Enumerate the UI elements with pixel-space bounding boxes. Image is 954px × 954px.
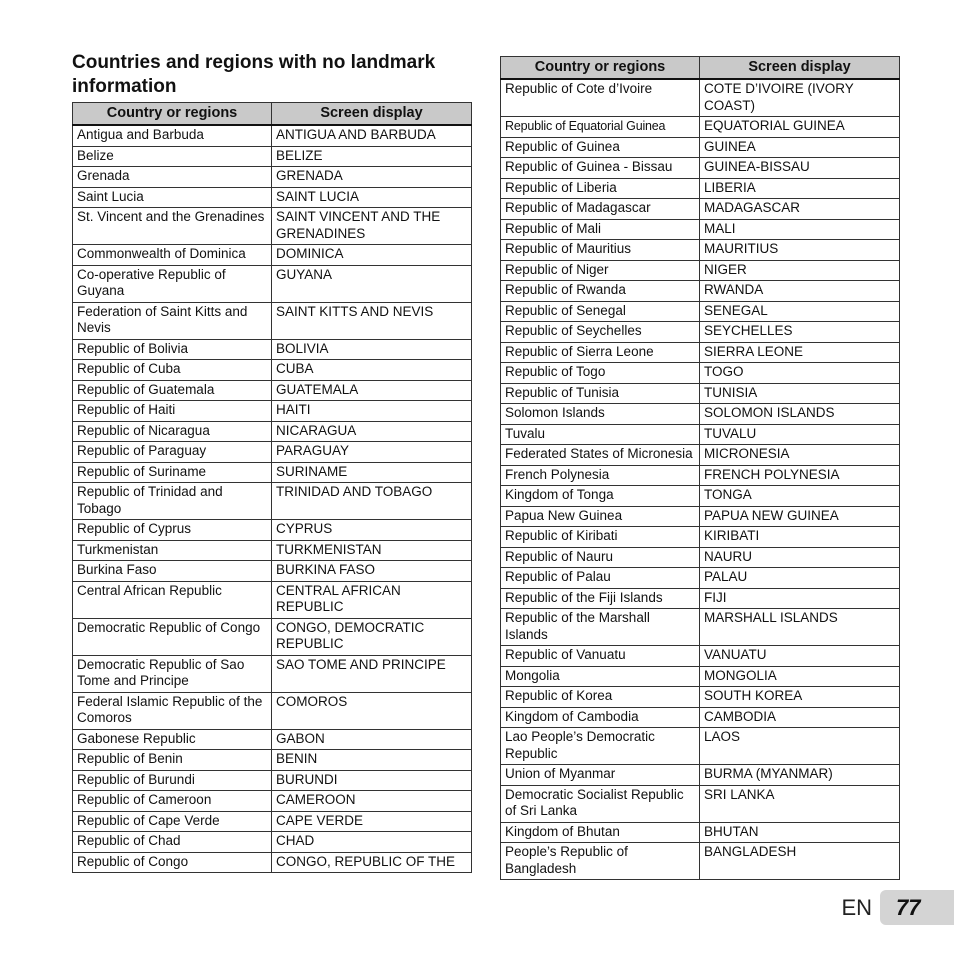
table-row	[501, 363, 900, 384]
country-cell: Solomon Islands	[501, 404, 700, 425]
country-cell: Republic of Trinidad and Tobago	[73, 483, 272, 520]
table-row	[73, 208, 472, 245]
country-cell: Turkmenistan	[73, 540, 272, 561]
country-cell: Federation of Saint Kitts and Nevis	[73, 302, 272, 339]
table-row	[501, 219, 900, 240]
table-row	[73, 520, 472, 541]
table-row	[73, 791, 472, 812]
table-row	[501, 486, 900, 507]
section-heading: Countries and regions with no landmark information	[72, 52, 436, 97]
display-cell: GUATEMALA	[272, 380, 472, 401]
display-cell: FRENCH POLYNESIA	[700, 465, 900, 486]
country-cell: Republic of Paraguay	[73, 442, 272, 463]
country-column-header: Country or regions	[73, 103, 272, 126]
display-cell: MICRONESIA	[700, 445, 900, 466]
country-cell: Republic of the Fiji Islands	[501, 588, 700, 609]
display-cell: CAPE VERDE	[272, 811, 472, 832]
page-number: 77	[880, 890, 954, 925]
country-cell: Belize	[73, 146, 272, 167]
table-row	[73, 187, 472, 208]
country-cell: St. Vincent and the Grenadines	[73, 208, 272, 245]
display-cell: CONGO, REPUBLIC OF THE	[272, 852, 472, 873]
table-row	[501, 765, 900, 786]
display-cell: CYPRUS	[272, 520, 472, 541]
display-cell: CUBA	[272, 360, 472, 381]
country-cell: Republic of Burundi	[73, 770, 272, 791]
country-cell: Republic of Guinea - Bissau	[501, 158, 700, 179]
display-cell: BHUTAN	[700, 822, 900, 843]
table-row	[501, 506, 900, 527]
table-row	[73, 421, 472, 442]
country-cell: Union of Myanmar	[501, 765, 700, 786]
table-row	[73, 462, 472, 483]
table-row	[501, 117, 900, 138]
country-cell: Republic of Nicaragua	[73, 421, 272, 442]
table-row	[501, 785, 900, 822]
display-cell: EQUATORIAL GUINEA	[700, 117, 900, 138]
table-row	[501, 199, 900, 220]
display-cell: GRENADA	[272, 167, 472, 188]
display-cell: SAO TOME AND PRINCIPE	[272, 655, 472, 692]
country-cell: Republic of Rwanda	[501, 281, 700, 302]
table-row	[73, 442, 472, 463]
table-row	[501, 137, 900, 158]
country-cell: Republic of Mali	[501, 219, 700, 240]
country-cell: Republic of Cameroon	[73, 791, 272, 812]
display-cell: TRINIDAD AND TOBAGO	[272, 483, 472, 520]
display-cell: PALAU	[700, 568, 900, 589]
country-cell: Republic of Cape Verde	[73, 811, 272, 832]
table-row	[501, 383, 900, 404]
display-cell: GUINEA-BISSAU	[700, 158, 900, 179]
country-cell: Republic of Guatemala	[73, 380, 272, 401]
display-cell: TUVALU	[700, 424, 900, 445]
table-row	[73, 561, 472, 582]
country-cell: Republic of Togo	[501, 363, 700, 384]
display-cell: BURKINA FASO	[272, 561, 472, 582]
table-row	[73, 245, 472, 266]
table-row	[73, 125, 472, 146]
country-cell: Republic of Vanuatu	[501, 646, 700, 667]
country-cell: Republic of Kiribati	[501, 527, 700, 548]
display-cell: BANGLADESH	[700, 843, 900, 880]
display-cell: SEYCHELLES	[700, 322, 900, 343]
table-row	[73, 832, 472, 853]
country-cell: Federal Islamic Republic of the Comoros	[73, 692, 272, 729]
table-row	[73, 401, 472, 422]
country-cell: Kingdom of Tonga	[501, 486, 700, 507]
country-cell: Republic of Congo	[73, 852, 272, 873]
country-cell: Republic of Benin	[73, 750, 272, 771]
country-cell: Gabonese Republic	[73, 729, 272, 750]
table-row	[73, 618, 472, 655]
table-row	[501, 728, 900, 765]
country-cell: Burkina Faso	[73, 561, 272, 582]
table-row	[501, 260, 900, 281]
table-row	[501, 609, 900, 646]
display-cell: SIERRA LEONE	[700, 342, 900, 363]
country-cell: Republic of Tunisia	[501, 383, 700, 404]
display-cell: GUYANA	[272, 265, 472, 302]
countries-table-right	[500, 56, 900, 880]
table-row	[501, 178, 900, 199]
table-row	[501, 424, 900, 445]
country-cell: Kingdom of Cambodia	[501, 707, 700, 728]
table-row	[73, 339, 472, 360]
country-cell: Federated States of Micronesia	[501, 445, 700, 466]
display-cell: CAMBODIA	[700, 707, 900, 728]
table-row	[501, 79, 900, 117]
table-row	[501, 843, 900, 880]
country-cell: Republic of Niger	[501, 260, 700, 281]
table-row	[73, 380, 472, 401]
country-cell: Republic of Bolivia	[73, 339, 272, 360]
table-row	[501, 822, 900, 843]
country-cell: Republic of Korea	[501, 687, 700, 708]
country-cell: Commonwealth of Dominica	[73, 245, 272, 266]
country-cell: Republic of Cuba	[73, 360, 272, 381]
display-cell: SRI LANKA	[700, 785, 900, 822]
display-column-header: Screen display	[272, 103, 472, 126]
table-row	[73, 483, 472, 520]
country-cell: Republic of Haiti	[73, 401, 272, 422]
country-cell: Democratic Socialist Republic of Sri Lanka	[501, 785, 700, 822]
table-row	[501, 465, 900, 486]
display-cell: NICARAGUA	[272, 421, 472, 442]
country-cell: Saint Lucia	[73, 187, 272, 208]
display-cell: BURMA (MYANMAR)	[700, 765, 900, 786]
table-row	[501, 666, 900, 687]
table-header-row	[501, 57, 900, 80]
display-cell: TONGA	[700, 486, 900, 507]
table-row	[501, 301, 900, 322]
table-row	[501, 707, 900, 728]
table-row	[73, 581, 472, 618]
table-row	[73, 811, 472, 832]
table-row	[73, 655, 472, 692]
display-cell: VANUATU	[700, 646, 900, 667]
table-row	[73, 692, 472, 729]
table-row	[73, 360, 472, 381]
display-cell: BENIN	[272, 750, 472, 771]
display-cell: SOUTH KOREA	[700, 687, 900, 708]
country-cell: Republic of Chad	[73, 832, 272, 853]
countries-table-left	[72, 102, 472, 873]
country-cell: Republic of Mauritius	[501, 240, 700, 261]
table-row	[73, 302, 472, 339]
table-row	[501, 322, 900, 343]
country-cell: Antigua and Barbuda	[73, 125, 272, 146]
table-row	[501, 281, 900, 302]
display-cell: MAURITIUS	[700, 240, 900, 261]
country-cell: Republic of the Marshall Islands	[501, 609, 700, 646]
table-row	[73, 540, 472, 561]
display-cell: SOLOMON ISLANDS	[700, 404, 900, 425]
country-cell: Republic of Suriname	[73, 462, 272, 483]
display-cell: NAURU	[700, 547, 900, 568]
display-cell: DOMINICA	[272, 245, 472, 266]
table-row	[501, 158, 900, 179]
display-cell: PARAGUAY	[272, 442, 472, 463]
display-cell: TOGO	[700, 363, 900, 384]
display-cell: HAITI	[272, 401, 472, 422]
display-cell: MONGOLIA	[700, 666, 900, 687]
page-footer	[841, 890, 954, 925]
display-cell: TURKMENISTAN	[272, 540, 472, 561]
display-cell: RWANDA	[700, 281, 900, 302]
display-cell: LIBERIA	[700, 178, 900, 199]
display-cell: GABON	[272, 729, 472, 750]
display-cell: ANTIGUA AND BARBUDA	[272, 125, 472, 146]
country-cell: Tuvalu	[501, 424, 700, 445]
table-header-row	[73, 103, 472, 126]
display-cell: KIRIBATI	[700, 527, 900, 548]
display-column-header: Screen display	[700, 57, 900, 80]
table-row	[501, 547, 900, 568]
table-row	[501, 240, 900, 261]
country-column-header: Country or regions	[501, 57, 700, 80]
display-cell: CHAD	[272, 832, 472, 853]
country-cell: Kingdom of Bhutan	[501, 822, 700, 843]
table-row	[73, 265, 472, 302]
country-cell: Republic of Palau	[501, 568, 700, 589]
display-cell: GUINEA	[700, 137, 900, 158]
display-cell: TUNISIA	[700, 383, 900, 404]
display-cell: PAPUA NEW GUINEA	[700, 506, 900, 527]
country-cell: Republic of Nauru	[501, 547, 700, 568]
table-row	[501, 445, 900, 466]
country-cell: Co-operative Republic of Guyana	[73, 265, 272, 302]
display-cell: CAMEROON	[272, 791, 472, 812]
display-cell: MADAGASCAR	[700, 199, 900, 220]
table-row	[501, 568, 900, 589]
country-cell: Central African Republic	[73, 581, 272, 618]
language-label: EN	[841, 894, 872, 920]
display-cell: SENEGAL	[700, 301, 900, 322]
table-row	[501, 646, 900, 667]
country-cell: Republic of Senegal	[501, 301, 700, 322]
display-cell: COMOROS	[272, 692, 472, 729]
table-row	[501, 527, 900, 548]
country-cell: Republic of Equatorial Guinea	[501, 117, 700, 138]
country-cell: People’s Republic of Bangladesh	[501, 843, 700, 880]
country-cell: Republic of Cote d’Ivoire	[501, 79, 700, 117]
table-row	[73, 729, 472, 750]
country-cell: Papua New Guinea	[501, 506, 700, 527]
display-cell: LAOS	[700, 728, 900, 765]
display-cell: MALI	[700, 219, 900, 240]
display-cell: SURINAME	[272, 462, 472, 483]
table-row	[501, 588, 900, 609]
display-cell: COTE D’IVOIRE (IVORY COAST)	[700, 79, 900, 117]
display-cell: NIGER	[700, 260, 900, 281]
country-cell: Republic of Sierra Leone	[501, 342, 700, 363]
display-cell: BURUNDI	[272, 770, 472, 791]
table-row	[501, 687, 900, 708]
display-cell: FIJI	[700, 588, 900, 609]
display-cell: BELIZE	[272, 146, 472, 167]
display-cell: SAINT KITTS AND NEVIS	[272, 302, 472, 339]
display-cell: CENTRAL AFRICAN REPUBLIC	[272, 581, 472, 618]
country-cell: Mongolia	[501, 666, 700, 687]
display-cell: MARSHALL ISLANDS	[700, 609, 900, 646]
country-cell: French Polynesia	[501, 465, 700, 486]
display-cell: SAINT VINCENT AND THE GRENADINES	[272, 208, 472, 245]
country-cell: Grenada	[73, 167, 272, 188]
country-cell: Republic of Liberia	[501, 178, 700, 199]
country-cell: Republic of Cyprus	[73, 520, 272, 541]
display-cell: CONGO, DEMOCRATIC REPUBLIC	[272, 618, 472, 655]
table-row	[73, 770, 472, 791]
display-cell: BOLIVIA	[272, 339, 472, 360]
table-row	[73, 852, 472, 873]
country-cell: Democratic Republic of Sao Tome and Principe	[73, 655, 272, 692]
table-row	[501, 342, 900, 363]
table-row	[501, 404, 900, 425]
table-row	[73, 146, 472, 167]
country-cell: Republic of Seychelles	[501, 322, 700, 343]
table-row	[73, 167, 472, 188]
country-cell: Lao People’s Democratic Republic	[501, 728, 700, 765]
table-row	[73, 750, 472, 771]
country-cell: Republic of Guinea	[501, 137, 700, 158]
country-cell: Republic of Madagascar	[501, 199, 700, 220]
display-cell: SAINT LUCIA	[272, 187, 472, 208]
country-cell: Democratic Republic of Congo	[73, 618, 272, 655]
